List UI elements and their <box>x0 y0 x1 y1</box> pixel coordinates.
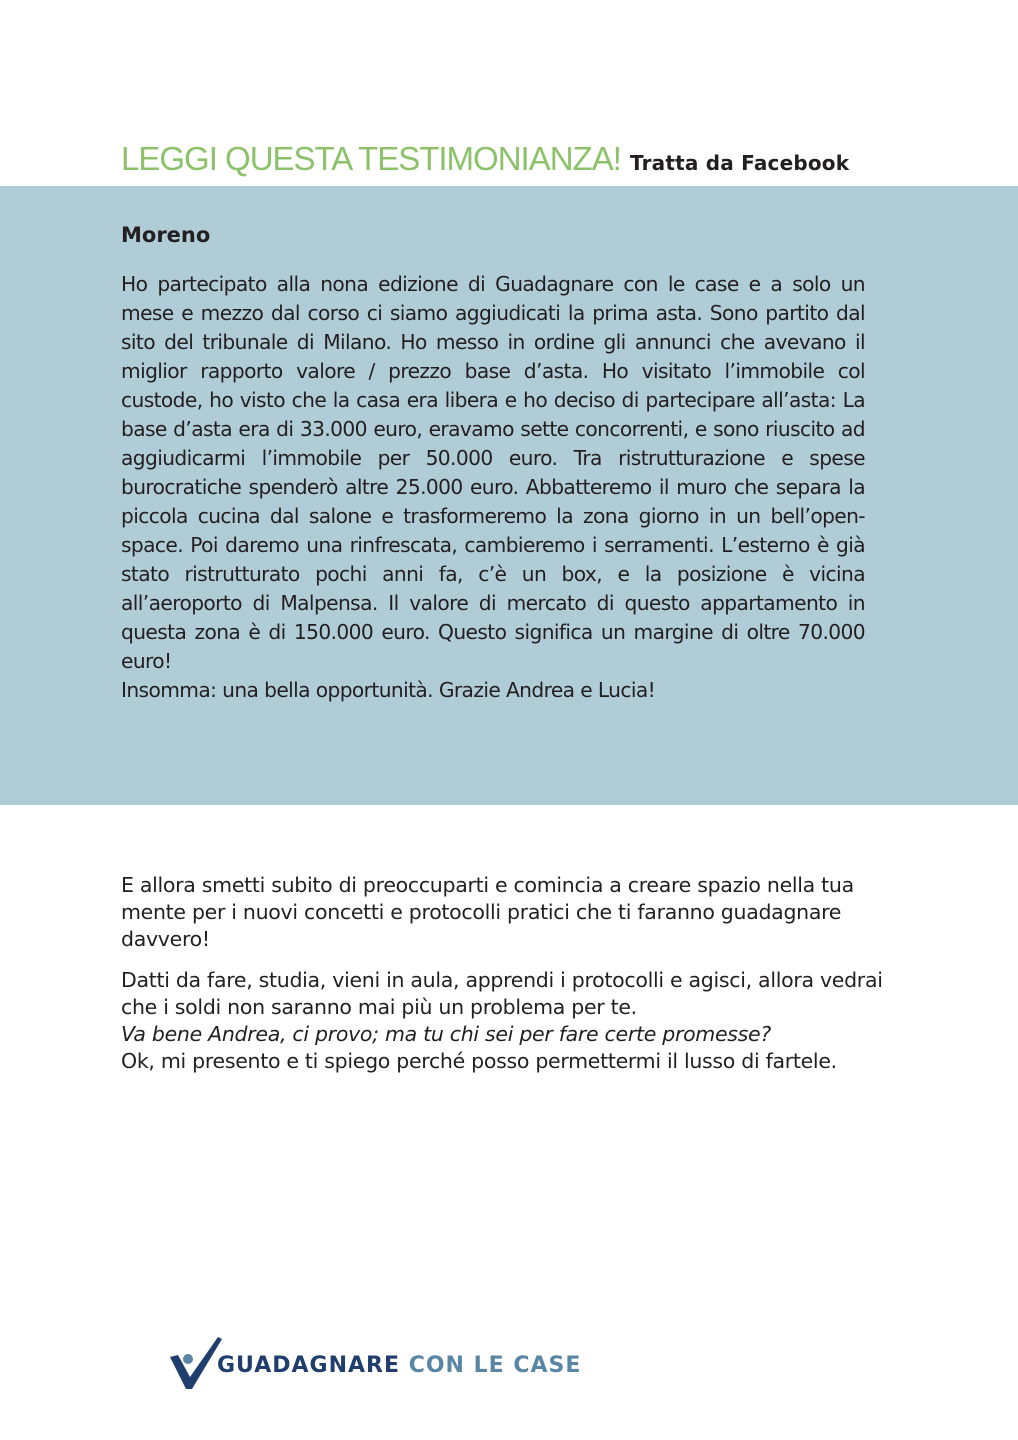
paragraph-2: Datti da fare, studia, vieni in aula, apprendi i protocolli e agisci, allora vedrai che i soldi non saranno mai più un problema per te. <box>121 968 883 1019</box>
testimonial-text-block <box>121 270 865 705</box>
heading-source: Tratta da Facebook <box>629 151 850 175</box>
paragraph-1: E allora smetti subito di preoccuparti e comincia a creare spazio nella tua mente per i nuovi concetti e protocolli pratici che ti faranno guadagnare davvero! <box>121 873 854 951</box>
logo-text-con-le-case: CON LE CASE <box>408 1353 582 1378</box>
testimonial-text: Ho partecipato alla nona edizione di Guadagnare con le case e a solo un mese e mezzo dal corso ci siamo aggiudicati la prima asta. Sono partito dal sito del tribunale di Milano. Ho messo in ordine gli annunci che avevano il miglior rapporto valore / prezzo base d’asta. Ho visitato l’immobile col custode, ho visto che la casa era libera e ho deciso di partecipare all’asta: La base d’asta era di 33.000 euro, eravamo sette concorrenti, e sono riuscito ad aggiudicarmi l’immobile per 50.000 euro. Tra ristrutturazione e spese burocratiche spenderò altre 25.000 euro. Abbatteremo il muro che separa la piccola cucina dal salone e trasformeremo la zona giorno in un bell’open-space. Poi daremo una rinfrescata, cambieremo i serramenti. L’esterno è già stato ristrutturato pochi anni fa, c’è un box, e la posizione è vicina all’aeroporto di Malpensa. Il valore di mercato di questo appartamento in questa zona è di 150.000 euro. Questo significa un margine di oltre 70.000 euro! <box>121 272 865 673</box>
body-text <box>121 872 901 1075</box>
page-heading <box>121 140 921 178</box>
heading-title: LEGGI QUESTA TESTIMONIANZA! <box>121 140 621 177</box>
logo-text-guadagnare: GUADAGNARE <box>217 1353 401 1378</box>
checkmark-person-icon <box>168 1335 224 1391</box>
paragraph-3-italic: Va bene Andrea, ci provo; ma tu chi sei per fare certe promesse? <box>121 1022 771 1046</box>
testimonial-closing: Insomma: una bella opportunità. Grazie Andrea e Lucia! <box>121 678 656 702</box>
brand-logo <box>168 1335 668 1395</box>
testimonial-author: Moreno <box>121 223 211 247</box>
logo-wordmark <box>217 1353 581 1378</box>
paragraph-4: Ok, mi presento e ti spiego perché posso permettermi il lusso di fartele. <box>121 1049 837 1073</box>
